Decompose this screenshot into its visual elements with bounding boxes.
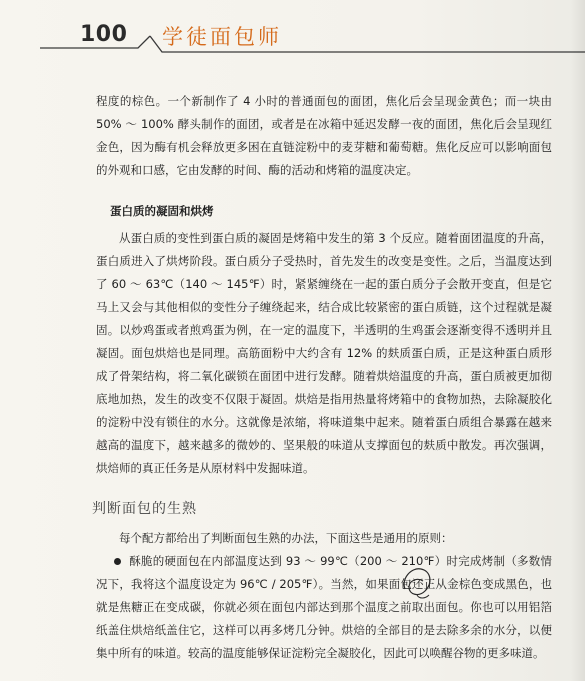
- pen-scribble: [397, 561, 439, 603]
- bullet-icon: [114, 558, 121, 565]
- section-heading-protein: 蛋白质的凝固和烘烤: [110, 204, 214, 218]
- page-number: 100: [80, 22, 128, 47]
- chapter-title: 学徒面包师: [162, 25, 282, 49]
- bullet-item: [96, 550, 552, 665]
- page-edge-shadow: [571, 0, 585, 681]
- paragraph-doneness-intro: 每个配方都给出了判断面包生熟的办法，下面这些是通用的原则：: [119, 531, 453, 545]
- section-title-doneness: 判断面包的生熟: [92, 501, 197, 517]
- bullet-text: 酥脆的硬面包在内部温度达到 93 ～ 99℃（200 ～ 210℉）时完成烤制（多数情况下，我将这个温度设定为 96℃ / 205℉）。当然，如果面包还正从金棕色变成黑色，也就是焦糖正在变成碳，你就必须在面包内部达到那个温度之前取出面包。你也可以用铝箔纸盖住烘焙纸盖住它，这样可以再多烤几分钟。烘焙的全部目的是去除多余的水分，以便集中所有的味道。较高的温度能够保证淀粉完全凝胶化，因此可以唤醒谷物的更多味道。: [96, 554, 552, 660]
- page-header: [0, 0, 585, 60]
- paragraph-intro: 程度的棕色。一个新制作了 4 小时的普通面包的面团，焦化后会呈现金黄色；而一块由 50% ～ 100% 酵头制作的面团，或者是在冰箱中延迟发酵一夜的面团，焦化后会呈现红金色，因为酶有机会释放更多困在直链淀粉中的麦芽糖和葡萄糖。焦化反应可以影响面包的外观和口感，它由发酵的时间、酶的活动和烤箱的温度决定。: [96, 94, 552, 177]
- page-body: [92, 90, 552, 665]
- paragraph-protein: 从蛋白质的变性到蛋白质的凝固是烤箱中发生的第 3 个反应。随着面团温度的升高，蛋白质进入了烘烤阶段。蛋白质分子受热时，首先发生的改变是变性。之后，当温度达到了 60 ～ 63℃（140 ～ 145℉）时，紧紧缠绕在一起的蛋白质分子会散开变直，但是它马上又会与其他相似的变性分子缠绕起来，结合成比较紧密的蛋白质链，这个过程就是凝固。以炒鸡蛋或者煎鸡蛋为例，在一定的温度下，半透明的生鸡蛋会逐渐变得不透明并且凝固。面包烘焙也是同理。高筋面粉中大约含有 12% 的麸质蛋白质，正是这种蛋白质形成了骨架结构，将二氧化碳锁在面团中进行发酵。随着烘焙温度的升高，蛋白质被更加彻底地加热，发生的改变不仅限于凝固。烘焙是指用热量将烤箱中的食物加热，去除凝胶化的淀粉中没有锁住的水分。这就像是浓缩，将味道集中起来。随着蛋白质组合暴露在越来越高的温度下，越来越多的微妙的、坚果般的味道从支撑面包的麸质中散发。再次强调，烘焙师的真正任务是从原材料中发掘味道。: [96, 231, 552, 475]
